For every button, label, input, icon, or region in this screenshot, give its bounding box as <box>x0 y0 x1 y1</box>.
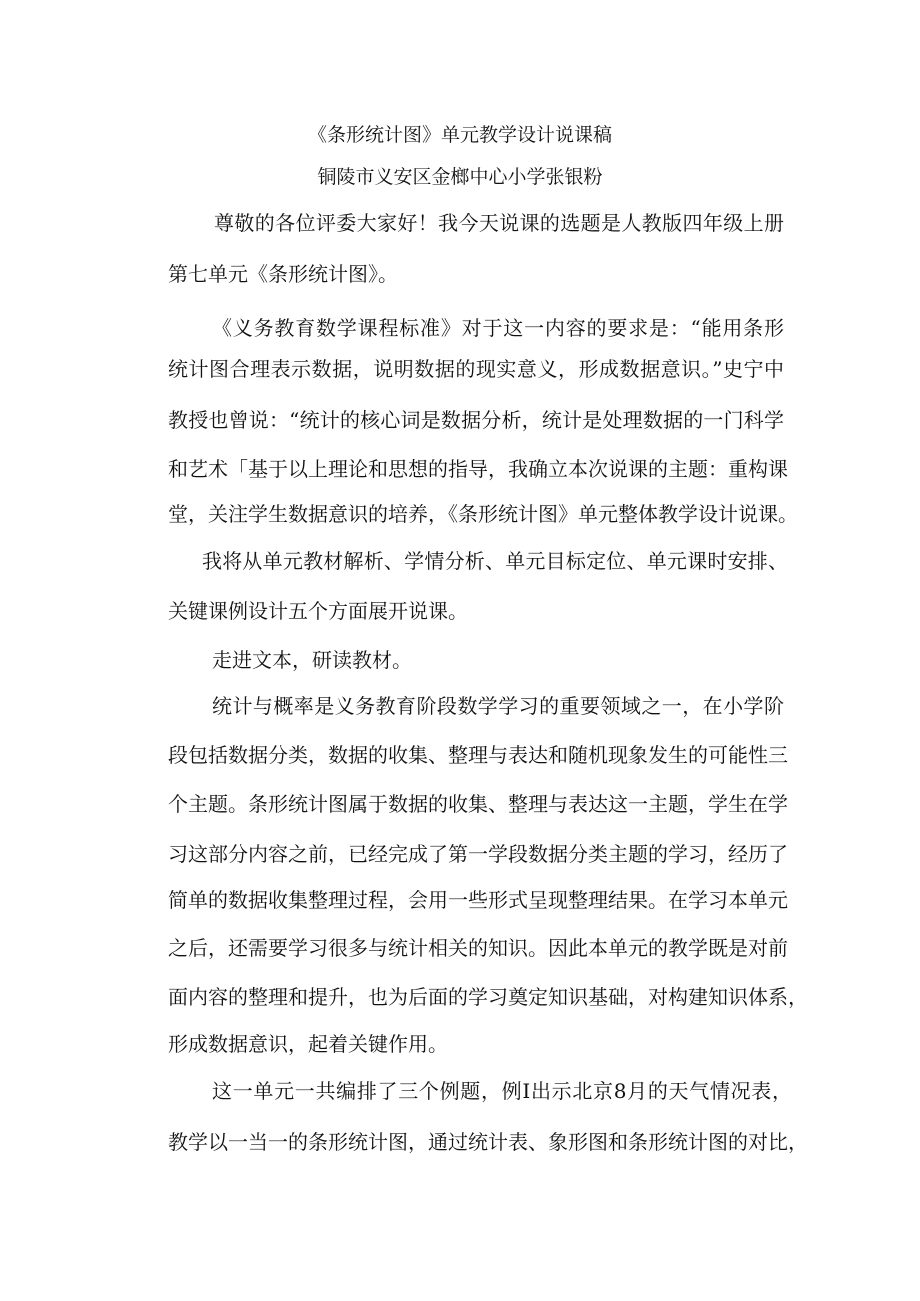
paragraph-line: 和艺术「基于以上理论和思想的指导，我确立本次说课的主题：重构课 <box>168 457 788 481</box>
paragraph-line: 面内容的整理和提升，也为后面的学习奠定知识基础，对构建知识体系， <box>168 985 808 1009</box>
paragraph-line: 堂，关注学生数据意识的培养，《条形统计图》单元整体教学设计说课。 <box>168 502 798 526</box>
paragraph-line: 教学以一当一的条形统计图，通过统计表、象形图和条形统计图的对比， <box>168 1130 808 1154</box>
paragraph-line: 我将从单元教材解析、学情分析、单元目标定位、单元课时安排、 <box>202 549 788 573</box>
paragraph-line: 统计与概率是义务教育阶段数学学习的重要领域之一，在小学阶 <box>212 694 784 718</box>
paragraph-line: 之后，还需要学习很多与统计相关的知识。因此本单元的教学既是对前 <box>168 936 788 960</box>
paragraph-line: 这一单元一共编排了三个例题，例Ⅰ出示北京8月的天气情况表， <box>212 1079 792 1103</box>
paragraph-line: 《义务教育数学课程标准》对于这一内容的要求是：“能用条形 <box>212 316 784 340</box>
paragraph-line: 第七单元《条形统计图》。 <box>168 262 398 286</box>
paragraph-line: 段包括数据分类，数据的收集、整理与表达和随机现象发生的可能性三 <box>168 743 788 767</box>
paragraph-line: 形成数据意识，起着关键作用。 <box>168 1032 448 1056</box>
paragraph-line: 关键课例设计五个方面展开说课。 <box>168 599 468 623</box>
paragraph-line: 尊敬的各位评委大家好！我今天说课的选题是人教版四年级上册 <box>214 211 784 235</box>
document-title: 《条形统计图》单元教学设计说课稿 <box>307 124 612 146</box>
paragraph-line: 简单的数据收集整理过程，会用一些形式呈现整理结果。在学习本单元 <box>168 888 788 912</box>
paragraph-line: 习这部分内容之前，已经完成了第一学段数据分类主题的学习，经历了 <box>168 842 788 866</box>
paragraph-line: 教授也曾说：“统计的核心词是数据分析，统计是处理数据的一门科学 <box>168 408 784 432</box>
paragraph-line: 个主题。条形统计图属于数据的收集、整理与表达这一主题，学生在学 <box>168 792 788 816</box>
paragraph-line: 统计图合理表示数据，说明数据的现实意义，形成数据意识。”史宁中 <box>168 357 784 381</box>
document-author: 铜陵市义安区金榔中心小学张银粉 <box>317 166 603 188</box>
section-heading: 走进文本，研读教材。 <box>212 648 412 672</box>
